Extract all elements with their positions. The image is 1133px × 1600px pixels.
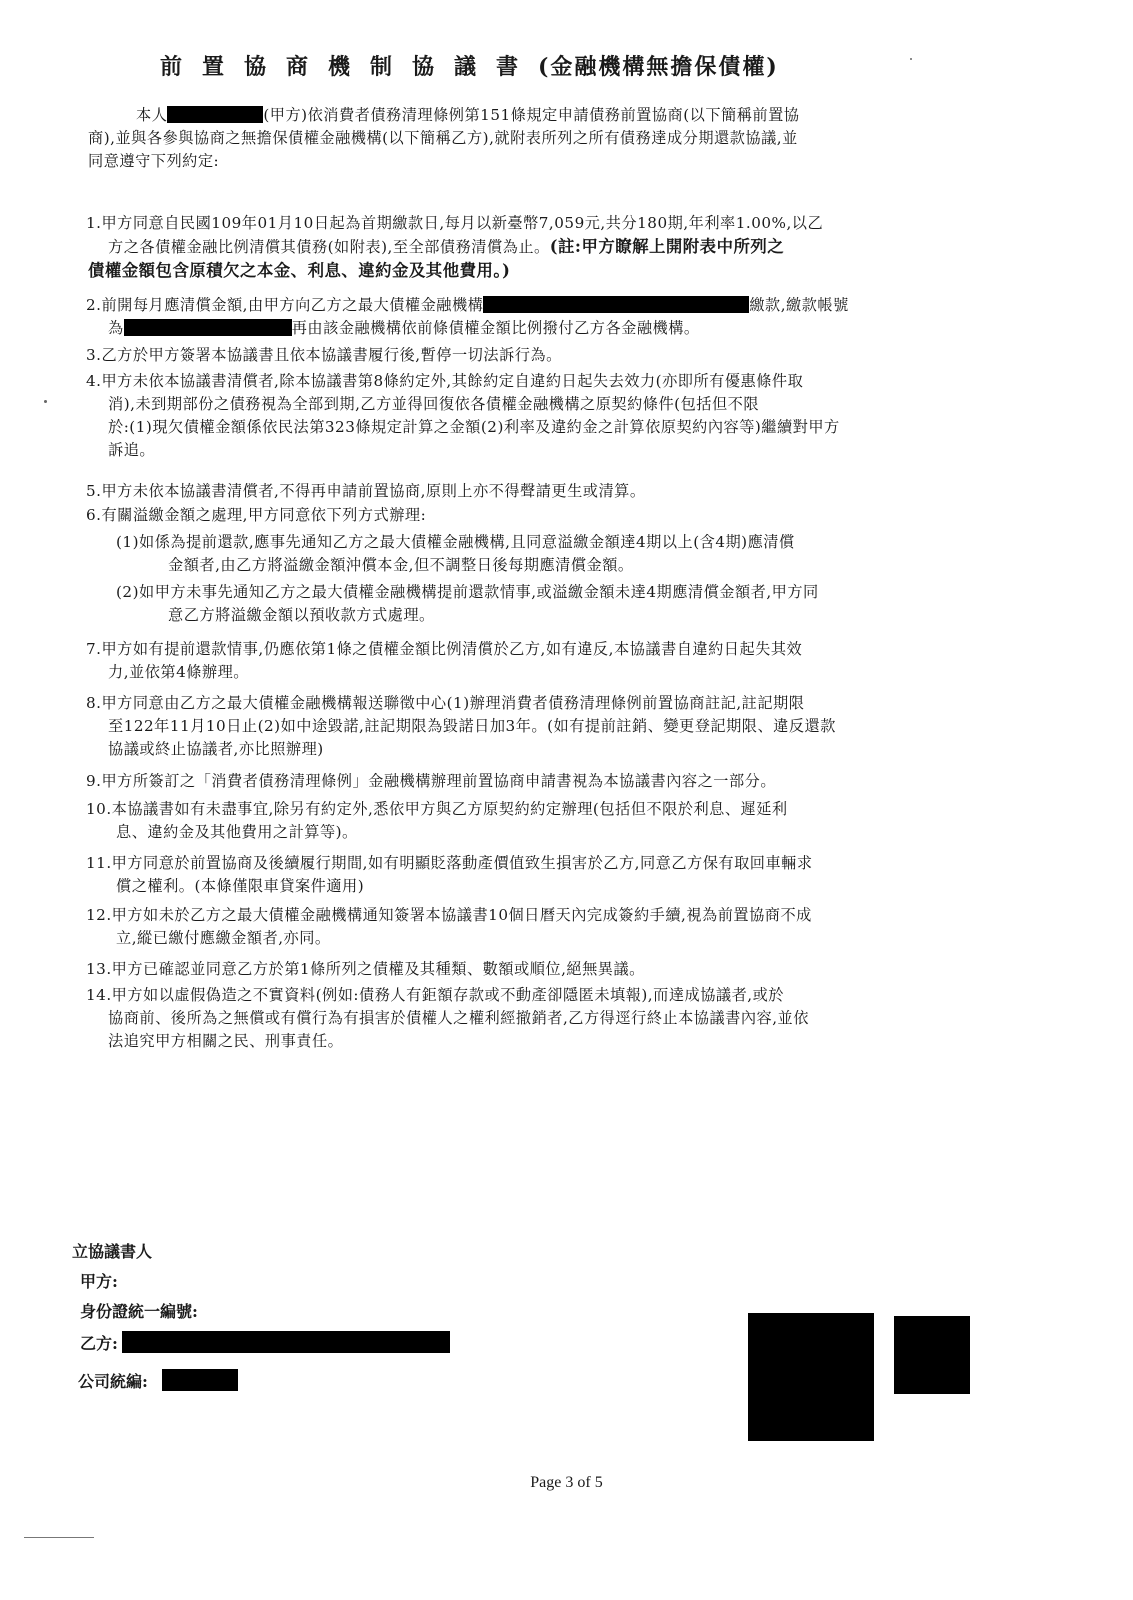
scan-edge-line (24, 1537, 94, 1538)
clause-line: 7.甲方如有提前還款情事,仍應依第1條之債權金額比例清償於乙方,如有違反,本協議書自違約日起失其效 (86, 640, 803, 658)
title-main: 前置協商機制協議書 (160, 54, 539, 80)
clause-line: 法追究甲方相關之民、刑事責任。 (108, 1032, 344, 1050)
clause-line: 協議或終止協議者,亦比照辦理) (108, 740, 324, 758)
clause-line (86, 235, 1041, 259)
title-sub: (金融機構無擔保債權) (538, 54, 779, 80)
clause-line: 3.乙方於甲方簽署本協議書且依本協議書履行後,暫停一切法訴行為。 (86, 346, 562, 364)
clause-6 (86, 504, 1041, 627)
clause-text: 為 (108, 319, 124, 337)
clause-14 (86, 984, 1041, 1053)
clause-9 (86, 770, 1041, 793)
clause-text: 方之各債權金融比例清償其債務(如附表),至全部債務清償為止。 (108, 238, 550, 256)
clause-13 (86, 958, 1041, 981)
clause-note-bold: 債權金額包含原積欠之本金、利息、違約金及其他費用。) (88, 261, 511, 280)
clause-8 (86, 692, 1041, 761)
clause-line: 4.甲方未依本協議書清償者,除本協議書第8條約定外,其餘約定自違約日起失去效力(亦即所有優惠條件取 (86, 372, 804, 390)
redacted-party-b (122, 1331, 450, 1353)
party-b-row (80, 1328, 450, 1360)
clause-line: (2)如甲方未事先通知乙方之最大債權金融機構提前還款情事,或溢繳金額未達4期應清償金額者,甲方同 (116, 583, 819, 601)
clause-line: 金額者,由乙方將溢繳金額沖償本金,但不調整日後每期應清償金額。 (168, 556, 634, 574)
intro-text: 本人 (136, 106, 168, 124)
redacted-bank (483, 296, 749, 313)
clause-3 (86, 344, 1041, 367)
redacted-seal-small (894, 1316, 970, 1394)
scan-speck (910, 58, 912, 60)
clause-line: 償之權利。(本條僅限車貸案件適用) (116, 877, 365, 895)
clause-12 (86, 904, 1041, 950)
intro-line-1 (88, 104, 1038, 127)
intro-text: (甲方)依消費者債務清理條例第151條規定申請債務前置協商(以下簡稱前置協 (263, 106, 800, 124)
intro-line-3: 同意遵守下列約定: (88, 152, 220, 170)
clause-5 (86, 480, 1041, 503)
clause-text: 繳款,繳款帳號 (749, 296, 849, 314)
clause-1 (86, 212, 1041, 282)
clause-line: 息、違約金及其他費用之計算等)。 (116, 823, 358, 841)
clause-line: 意乙方將溢繳金額以預收款方式處理。 (168, 606, 435, 624)
clause-line: (1)如係為提前還款,應事先通知乙方之最大債權金融機構,且同意溢繳金額達4期以上(含4期)應清償 (116, 533, 795, 551)
redacted-name (167, 106, 263, 123)
clause-line: 10.本協議書如有未盡事宜,除另有約定外,悉依甲方與乙方原契約約定辦理(包括但不限於利息、遲延利 (86, 800, 788, 818)
scan-speck (44, 400, 47, 403)
clause-line: 於:(1)現欠債權金額係依民法第323條規定計算之金額(2)利率及違約金之計算依原契約內容等)繼續對甲方 (108, 418, 840, 436)
clause-line: 14.甲方如以虛假偽造之不實資料(例如:債務人有鉅額存款或不動產卻隱匿未填報),而達成協議者,或於 (86, 986, 784, 1004)
intro-line-2: 商),並與各參與協商之無擔保債權金融機構(以下簡稱乙方),就附表所列之所有債務達成分期還款協議,並 (88, 129, 798, 147)
clause-line: 立,縱已繳付應繳金額者,亦同。 (116, 929, 331, 947)
clause-text: 再由該金融機構依前條債權金額比例撥付乙方各金融機構。 (291, 319, 700, 337)
clause-line: 11.甲方同意於前置協商及後續履行期間,如有明顯貶落動產價值致生損害於乙方,同意乙方保有取回車輛求 (86, 854, 813, 872)
clause-line (86, 317, 1041, 340)
clause-line: 9.甲方所簽訂之「消費者債務清理條例」金融機構辦理前置協商申請書視為本協議書內容之一部分。 (86, 772, 777, 790)
clause-line: 1.甲方同意自民國109年01月10日起為首期繳款日,每月以新臺幣7,059元,共分180期,年利率1.00%,以乙 (86, 214, 824, 232)
clause-line: 協商前、後所為之無償或有償行為有損害於債權人之權利經撤銷者,乙方得逕行終止本協議書內容,並依 (108, 1009, 809, 1027)
page-number: Page 3 of 5 (530, 1474, 603, 1491)
clause-line: 13.甲方已確認並同意乙方於第1條所列之債權及其種類、數額或順位,絕無異議。 (86, 960, 645, 978)
clause-11 (86, 852, 1041, 898)
redacted-account (124, 319, 292, 336)
party-b-label: 乙方: (80, 1334, 118, 1353)
clause-6-item-1 (86, 531, 1041, 577)
clause-line: 5.甲方未依本協議書清償者,不得再申請前置協商,原則上亦不得聲請更生或清算。 (86, 482, 646, 500)
clause-text: 2.前開每月應清償金額,由甲方向乙方之最大債權金融機構 (86, 296, 484, 314)
clause-7 (86, 638, 1041, 684)
clause-line (86, 294, 1041, 317)
clause-line: 至122年11月10日止(2)如中途毀諾,註記期限為毀諾日加3年。(如有提前註銷、變更登記期限、違反還款 (108, 717, 836, 735)
clause-6-item-2 (86, 581, 1041, 627)
signatories-heading: 立協議書人 (72, 1242, 153, 1261)
document-title (160, 50, 960, 81)
clause-note-bold: (註:甲方瞭解上開附表中所列之 (549, 237, 785, 256)
clause-line: 訴追。 (108, 441, 156, 459)
redacted-seal-large (748, 1313, 874, 1441)
intro-paragraph (88, 104, 1038, 173)
company-number-label: 公司統編: (78, 1372, 148, 1391)
id-number-label: 身份證統一編號: (80, 1302, 198, 1321)
clause-line: 消),未到期部份之債務視為全部到期,乙方並得回復依各債權金融機構之原契約條件(包括但不限 (108, 395, 760, 413)
clause-2 (86, 294, 1041, 340)
company-number-row (78, 1366, 238, 1398)
clause-10 (86, 798, 1041, 844)
redacted-company-number (162, 1369, 238, 1391)
clause-line: 力,並依第4條辦理。 (108, 663, 249, 681)
clause-line: 8.甲方同意由乙方之最大債權金融機構報送聯徵中心(1)辦理消費者債務清理條例前置協商註記,註記期限 (86, 694, 805, 712)
clause-line: 12.甲方如未於乙方之最大債權金融機構通知簽署本協議書10個日曆天內完成簽約手續,視為前置協商不成 (86, 906, 812, 924)
clause-4 (86, 370, 1041, 462)
clause-line: 6.有關溢繳金額之處理,甲方同意依下列方式辦理: (86, 506, 427, 524)
party-a-label: 甲方: (80, 1272, 118, 1291)
